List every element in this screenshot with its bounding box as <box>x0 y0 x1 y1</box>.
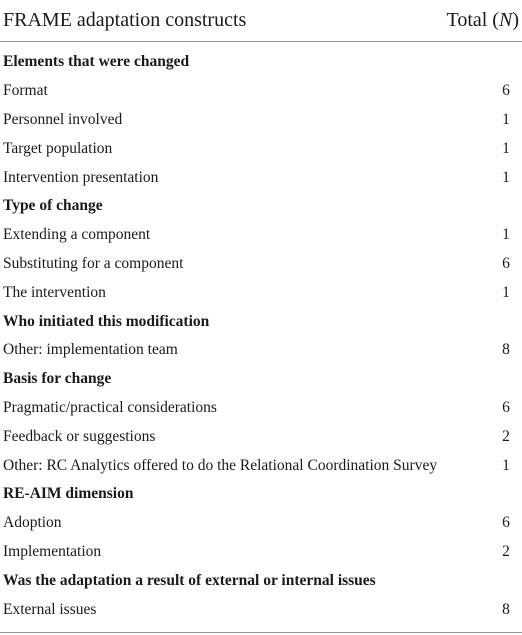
total-value: 1 <box>502 168 510 186</box>
total-value: 2 <box>502 542 510 560</box>
construct-label: Adoption <box>3 514 62 532</box>
construct-label: Substituting for a component <box>3 254 184 272</box>
construct-label: Other: RC Analytics offered to do the Relational Coordination Survey <box>3 456 438 474</box>
table-body <box>0 48 522 624</box>
construct-label: Pragmatic/practical considerations <box>3 398 217 416</box>
header-total-prefix: Total ( <box>446 9 499 31</box>
section-heading-row <box>0 48 522 77</box>
header-divider <box>0 41 522 42</box>
table-bottom-rule <box>0 632 522 633</box>
table-row <box>0 250 522 279</box>
construct-label: External issues <box>3 600 97 618</box>
total-value: 6 <box>502 514 510 532</box>
total-value: 8 <box>502 341 510 359</box>
header-total-n: N <box>498 9 513 31</box>
table-row <box>0 394 522 423</box>
header-total <box>447 9 520 32</box>
table-header <box>0 0 522 41</box>
table-row <box>0 509 522 538</box>
table-row <box>0 278 522 307</box>
total-value: 2 <box>502 427 510 445</box>
table-row <box>0 595 522 624</box>
table-row <box>0 77 522 106</box>
construct-label: Intervention presentation <box>3 168 159 186</box>
total-value: 1 <box>502 139 510 157</box>
table-row <box>0 221 522 250</box>
section-heading: Basis for change <box>3 370 112 388</box>
total-value: 1 <box>502 283 510 301</box>
table-row <box>0 336 522 365</box>
construct-label: Format <box>3 82 48 100</box>
total-value: 6 <box>502 254 510 272</box>
construct-label: Personnel involved <box>3 110 123 128</box>
section-heading: Type of change <box>3 197 103 215</box>
table-row <box>0 422 522 451</box>
section-heading: Was the adaptation a result of external or internal issues <box>3 571 376 589</box>
total-value: 1 <box>502 226 510 244</box>
section-heading: Elements that were changed <box>3 53 190 71</box>
table-row <box>0 451 522 480</box>
table-row <box>0 106 522 135</box>
section-heading-row <box>0 307 522 336</box>
table-row <box>0 163 522 192</box>
table-row <box>0 134 522 163</box>
construct-label: Target population <box>3 139 113 157</box>
section-heading-row <box>0 192 522 221</box>
construct-label: Feedback or suggestions <box>3 427 156 445</box>
total-value: 6 <box>502 82 510 100</box>
construct-label: The intervention <box>3 283 106 301</box>
header-total-suffix: ) <box>512 9 519 31</box>
construct-label: Other: implementation team <box>3 341 178 359</box>
total-value: 8 <box>502 600 510 618</box>
section-heading: RE-AIM dimension <box>3 485 134 503</box>
section-heading-row <box>0 365 522 394</box>
total-value: 6 <box>502 398 510 416</box>
construct-label: Extending a component <box>3 226 151 244</box>
section-heading-row <box>0 480 522 509</box>
table-row <box>0 538 522 567</box>
section-heading: Who initiated this modification <box>3 312 210 330</box>
total-value: 1 <box>502 110 510 128</box>
construct-label: Implementation <box>3 542 102 560</box>
total-value: 1 <box>502 456 510 474</box>
header-construct: FRAME adaptation constructs <box>3 9 247 31</box>
section-heading-row <box>0 566 522 595</box>
